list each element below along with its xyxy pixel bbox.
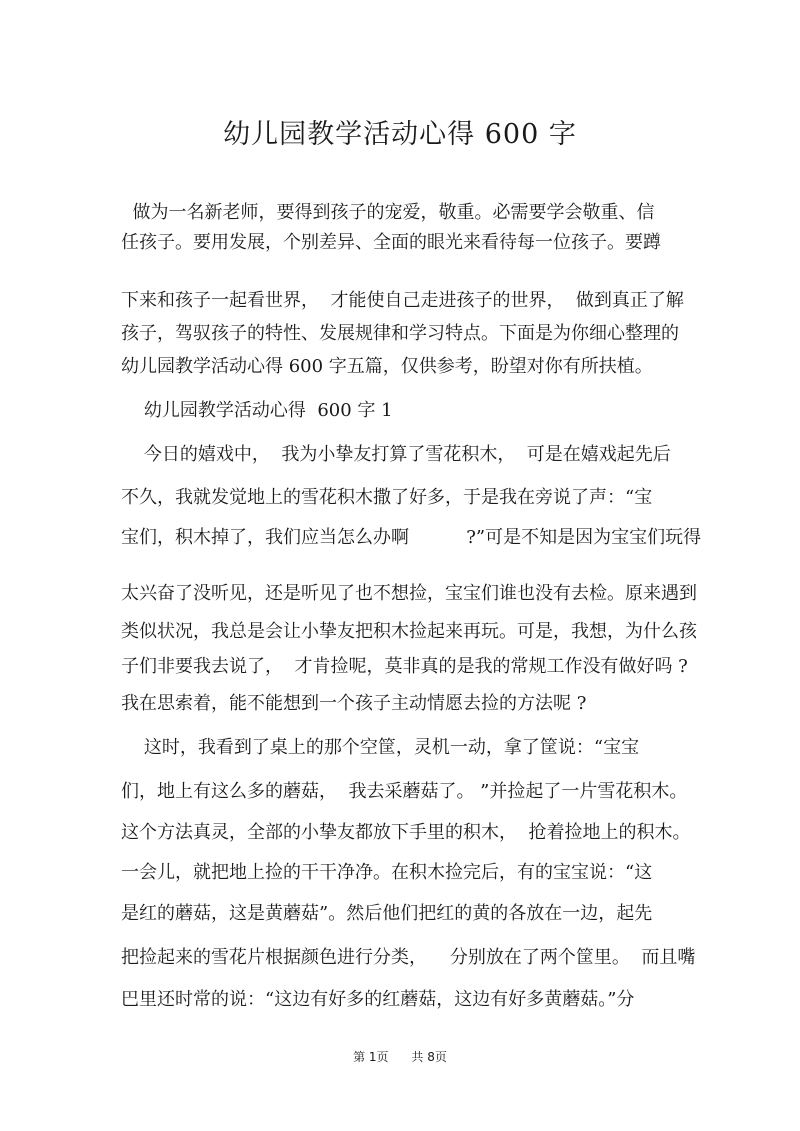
paragraph-line: 孩子，驾驭孩子的特性、发展规律和学习特点。下面是为你细心整理的	[121, 323, 679, 344]
paragraph-line: 们，地上有这么多的蘑菇， 我去采蘑菇了。 ”并捡起了一片雪花积木。	[121, 781, 688, 802]
paragraph-line: 幼儿园教学活动心得 600 字五篇，仅供参考，盼望对你有所扶植。	[121, 356, 653, 377]
paragraph-line: 把捡起来的雪花片根据颜色进行分类， 分别放在了两个筐里。 而且嘴	[121, 947, 696, 968]
section-heading: 幼儿园教学活动心得 600 字 1	[121, 400, 393, 421]
paragraph-line: 这个方法真灵，全部的小挚友都放下手里的积木， 抢着捡地上的积木。	[121, 822, 691, 843]
page-footer: 第 1页 共 8页	[353, 1050, 447, 1064]
paragraph-line: 一会儿，就把地上捡的干干净净。在积木捡完后，有的宝宝说：“这	[121, 862, 653, 883]
paragraph-line: 任孩子。要用发展，个别差异、全面的眼光来看待每一位孩子。要蹲	[121, 232, 661, 253]
paragraph-line: 类似状况，我总是会让小挚友把积木捡起来再玩。可是，我想，为什么孩	[121, 621, 697, 642]
document-title: 幼儿园教学活动心得 600 字	[223, 119, 577, 150]
paragraph-line: 太兴奋了没听见，还是听见了也不想捡，宝宝们谁也没有去检。原来遇到	[121, 583, 697, 604]
paragraph-line: 这时，我看到了桌上的那个空筐，灵机一动，拿了筐说：“宝宝	[121, 737, 640, 758]
paragraph-line: 巴里还时常的说：“这边有好多的红蘑菇，这边有好多黄蘑菇。”分	[121, 989, 635, 1010]
paragraph-line: 下来和孩子一起看世界， 才能使自己走进孩子的世界， 做到真正了解	[121, 290, 684, 311]
paragraph-line: 我在思索着，能不能想到一个孩子主动情愿去捡的方法呢 ?	[121, 693, 587, 714]
paragraph-line: 是红的蘑菇，这是黄蘑菇”。然后他们把红的黄的各放在一边，起先	[121, 903, 653, 924]
paragraph-line: 宝们，积木掉了，我们应当怎么办啊 ?”可是不知是因为宝宝们玩得	[121, 527, 702, 548]
paragraph-line: 不久，我就发觉地上的雪花积木撒了好多，于是我在旁说了声：“宝	[121, 487, 653, 508]
paragraph-line: 子们非要我去说了， 才肯捡呢，莫非真的是我的常规工作没有做好吗 ?	[121, 656, 688, 677]
paragraph-line: 做为一名新老师，要得到孩子的宠爱，敬重。必需要学会敬重、信	[121, 202, 655, 223]
paragraph-line: 今日的嬉戏中， 我为小挚友打算了雪花积木， 可是在嬉戏起先后	[121, 444, 671, 465]
